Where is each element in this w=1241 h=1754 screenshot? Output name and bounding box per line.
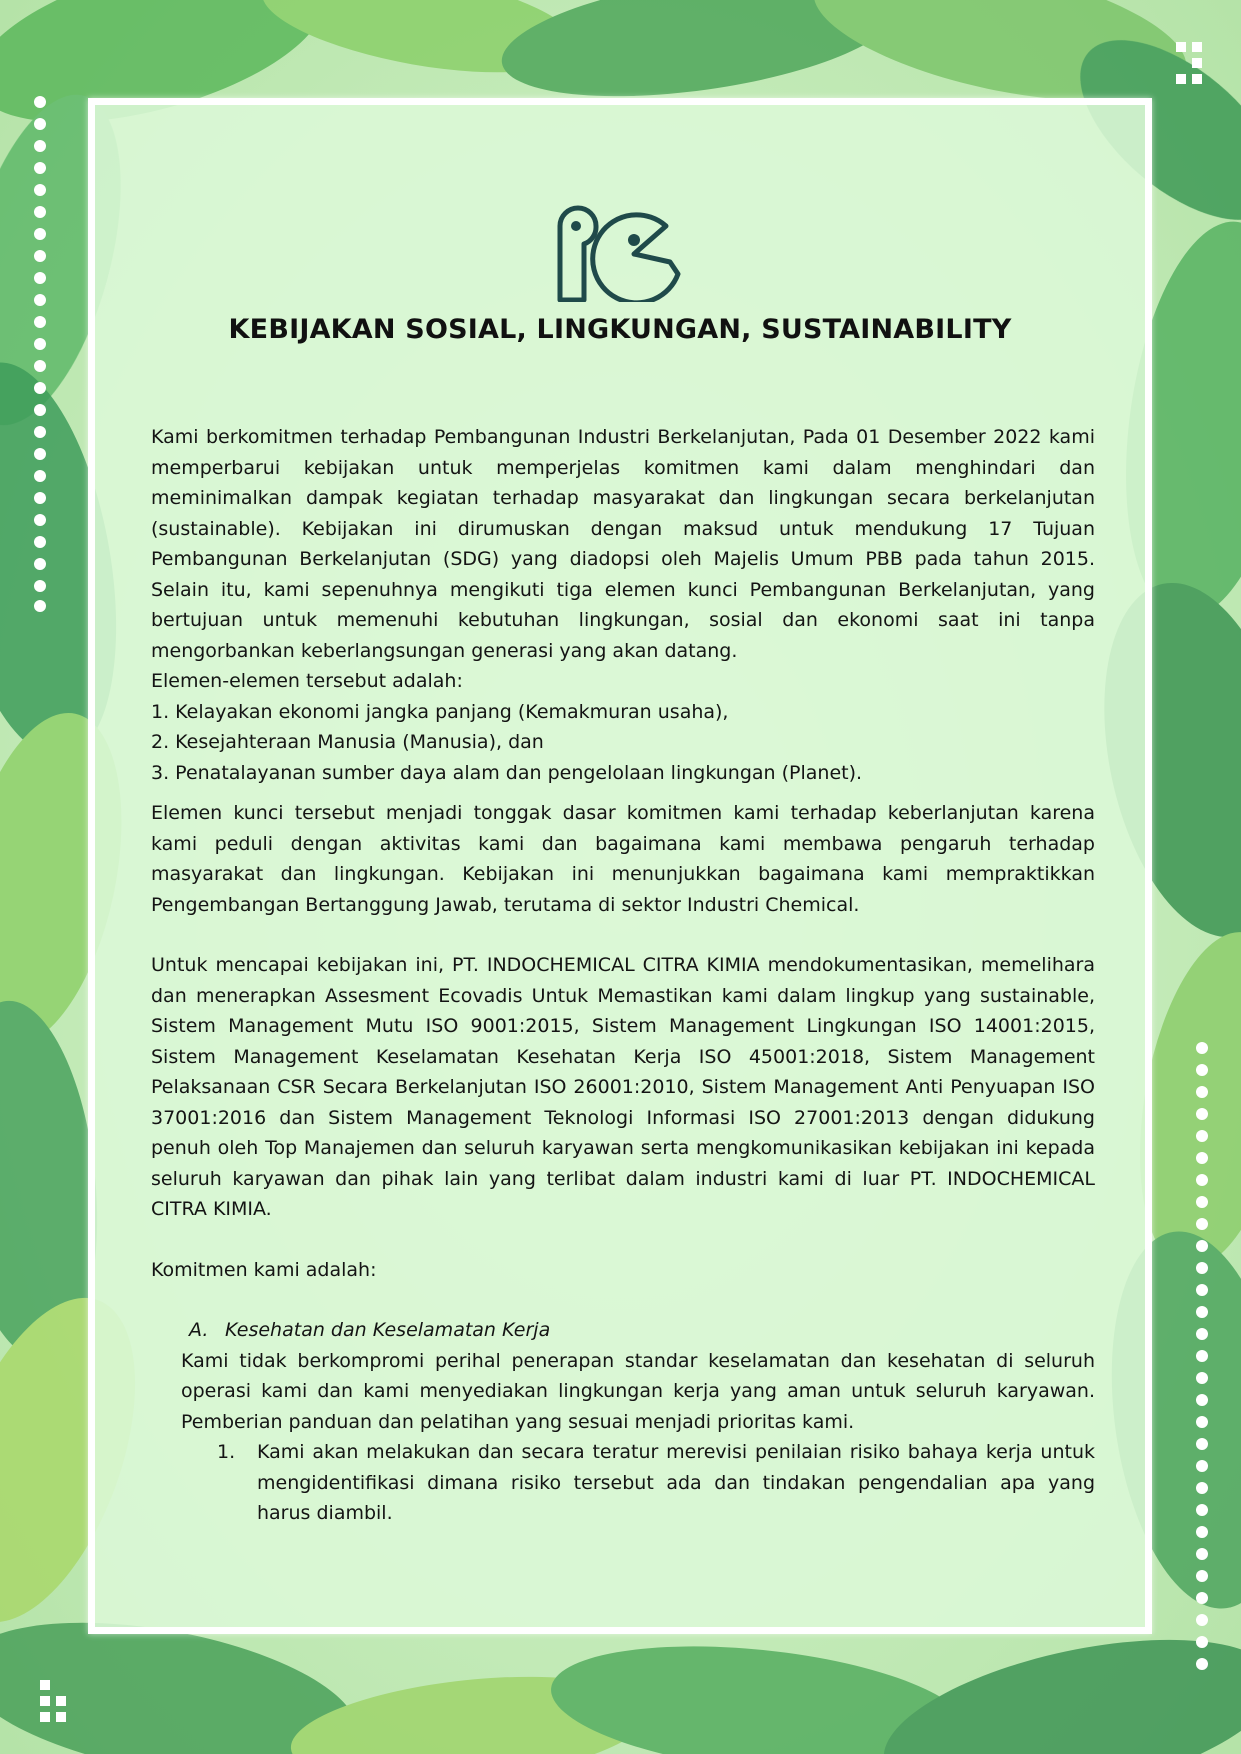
- document-body: [151, 422, 1095, 1529]
- element-item-3: 3. Penatalayanan sumber daya alam dan pengelolaan lingkungan (Planet).: [151, 761, 863, 784]
- section-a-heading: [189, 1315, 1095, 1346]
- intro-paragraph: Kami berkomitmen terhadap Pembangunan Industri Berkelanjutan, Pada 01 Desember 2022 kami memperbarui kebijakan untuk memperjelas komitmen kami dalam menghindari dan meminimalkan dampak kegiatan terhadap masyarakat dan lingkungan secara berkelanjutan (sustainable). Kebijakan ini dirumuskan dengan maksud untuk mendukung 17 Tujuan Pembangunan Berkelanjutan (SDG) yang diadopsi oleh Majelis Umum PBB pada tahun 2015. Selain itu, kami sepenuhnya mengikuti tiga elemen kunci Pembangunan Berkelanjutan, yang bertujuan untuk memenuhi kebutuhan lingkungan, sosial dan ekonomi saat ini tanpa mengorbankan keberlangsungan generasi yang akan datang.: [151, 426, 1095, 662]
- company-logo: [552, 204, 690, 302]
- section-a-text: Kami tidak berkompromi perihal penerapan standar keselamatan dan kesehatan di seluruh operasi kami dan kami menyediakan lingkungan kerja yang aman untuk seluruh karyawan. Pemberian panduan dan pelatihan yang sesuai menjadi prioritas kami.: [181, 1349, 1095, 1433]
- element-item-1: 1. Kelayakan ekonomi jangka panjang (Kemakmuran usaha),: [151, 700, 729, 723]
- section-a-item-1-number: 1.: [217, 1441, 236, 1463]
- element-item-2: 2. Kesejahteraan Manusia (Manusia), dan: [151, 731, 544, 753]
- left-dot-trail: [28, 94, 52, 614]
- section-a-letter: A.: [189, 1319, 209, 1341]
- iso-paragraph: Untuk mencapai kebijakan ini, PT. INDOCHEMICAL CITRA KIMIA mendokumentasikan, memelihara dan menerapkan Assesment Ecovadis Untuk Memastikan kami dalam lingkup yang sustainable, Sistem Management Mutu ISO 9001:2015, Sistem Management Lingkungan ISO 14001:2015, Sistem Management Keselamatan Kesehatan Kerja ISO 45001:2018, Sistem Management Pelaksanaan CSR Secara Berkelanjutan ISO 26001:2010, Sistem Management Anti Penyuapan ISO 37001:2016 dan Sistem Management Teknologi Informasi ISO 27001:2013 dengan didukung penuh oleh Top Manajemen dan seluruh karyawan serta mengkomunikasikan kebijakan ini kepada seluruh karyawan dan pihak lain yang terlibat dalam industri kami di luar PT. INDOCHEMICAL CITRA KIMIA.: [151, 954, 1095, 1220]
- page-title: KEBIJAKAN SOSIAL, LINGKUNGAN, SUSTAINABILITY: [228, 314, 1012, 345]
- section-a-item-1-text: Kami akan melakukan dan secara teratur merevisi penilaian risiko bahaya kerja untuk mengidentifikasi dimana risiko tersebut ada dan tindakan pengendalian apa yang harus diambil.: [257, 1441, 1095, 1524]
- section-a-title: Kesehatan dan Keselamatan Kerja: [225, 1319, 551, 1341]
- key-elements-paragraph: Elemen kunci tersebut menjadi tonggak dasar komitmen kami terhadap keberlanjutan karena kami peduli dengan aktivitas kami dan bagaimana kami membawa pengaruh terhadap masyarakat dan lingkungan. Kebijakan ini menunjukkan bagaimana kami mempraktikkan Pengembangan Bertanggung Jawab, terutama di sektor Industri Chemical.: [151, 802, 1095, 916]
- elements-intro: Elemen-elemen tersebut adalah:: [151, 670, 463, 692]
- right-dot-trail: [1190, 1040, 1214, 1680]
- commitment-label: Komitmen kami adalah:: [151, 1258, 377, 1281]
- section-a-item-1: [217, 1437, 1095, 1529]
